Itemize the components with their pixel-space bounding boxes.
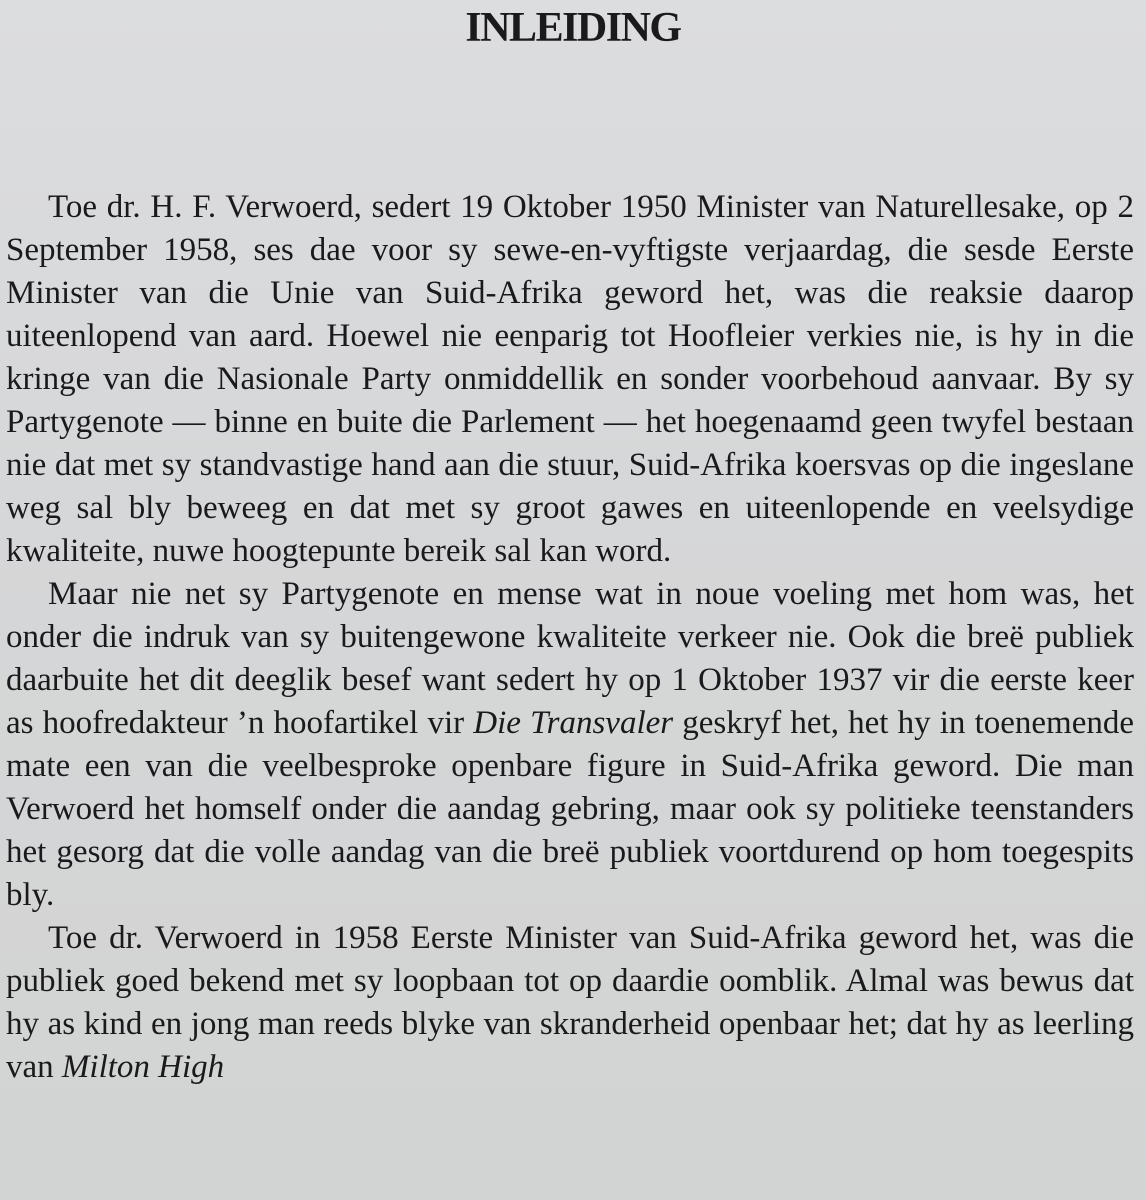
paragraph-3-text: Toe dr. Verwoerd in 1958 Eerste Minister van Suid-Afrika geword het, was die publiek goed bekend met sy loopbaan tot op daardie oomblik. Almal was bewus dat hy as kind en jong man reeds blyke van skranderheid openbaar het; dat hy as leerling van [6, 920, 1134, 1085]
page-heading: INLEIDING [465, 5, 681, 51]
paragraph-1 [6, 186, 1134, 573]
newspaper-title: Die Transvaler [473, 705, 674, 741]
paragraph-1-text: Toe dr. H. F. Verwoerd, sedert 19 Oktober 1950 Minister van Naturellesake, op 2 September 1958, ses dae voor sy sewe-en-vyftigste verjaardag, die sesde Eerste Minister van die Unie van Suid-Afrika geword het, was die reaksie daarop uiteenlopend van aard. Hoewel nie eenparig tot Hoofleier verkies nie, is hy in die kringe van die Nasionale Party onmiddellik en sonder voorbehoud aanvaar. By sy Partygenote — binne en buite die Parlement — het hoegenaamd geen twyfel bestaan nie dat met sy standvastige hand aan die stuur, Suid-Afrika koersvas op die ingeslane weg sal bly beweeg en dat met sy groot gawes en uiteenlopende en veelsydige kwaliteite, nuwe hoogtepunte bereik sal kan word. [6, 189, 1134, 569]
paragraph-2-text-start: Maar nie net sy Partygenote en mense wat in noue voeling met hom was, het onder die indruk van sy buitengewone kwaliteite verkeer nie. Ook die breë publiek daarbuite het dit deeglik besef want sedert hy op 1 Oktober 1937 vir die eerste keer as hoofredakteur ’n hoofartikel vir [6, 576, 1134, 741]
paragraph-2-text-end: geskryf het, het hy in toenemende mate een van die veelbesproke openbare figure in Suid-Afrika geword. Die man Verwoerd het homself onder die aandag gebring, maar ook sy politieke teenstanders het gesorg dat die volle aandag van die breë publiek voortdurend op hom toegespits bly. [6, 705, 1134, 913]
paragraph-3 [6, 917, 1134, 1089]
paragraph-2 [6, 573, 1134, 917]
school-name: Milton High [61, 1049, 225, 1085]
body-text [6, 186, 1134, 1089]
